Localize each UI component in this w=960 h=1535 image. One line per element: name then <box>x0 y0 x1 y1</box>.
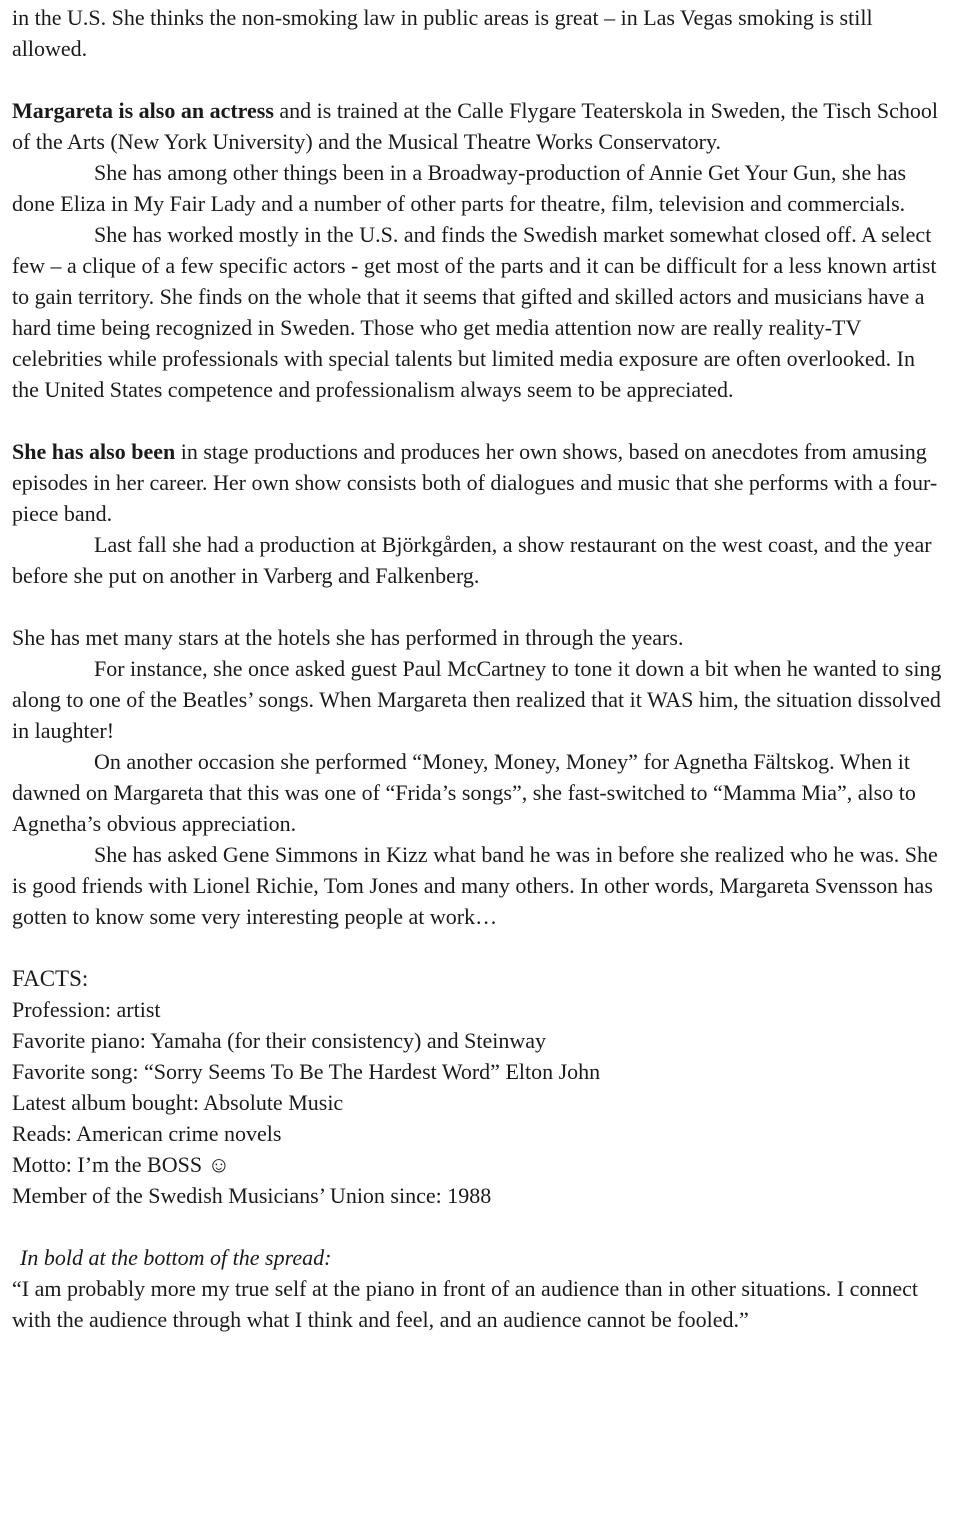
paragraph-gap <box>12 405 942 436</box>
fact-item: Motto: I’m the BOSS ☺ <box>12 1152 231 1177</box>
fact-item: Member of the Swedish Musicians’ Union since: 1988 <box>12 1183 492 1208</box>
worked-paragraph: She has worked mostly in the U.S. and finds the Swedish market somewhat closed off. A select few – a clique of a few specific actors - get most of the parts and it can be difficult for a less known artist to gain territory. She finds on the whole that it seems that gifted and skilled actors and musicians have a hard time being recognized in Sweden. Those who get media attention now are really reality-TV celebrities while professionals with special talents but limited media exposure are often overlooked. In the United States competence and professionalism always seem to be appreciated. <box>12 222 937 402</box>
stars-paragraph: She has met many stars at the hotels she has performed in through the years. <box>12 625 684 650</box>
agnetha-paragraph: On another occasion she performed “Money, Money, Money” for Agnetha Fältskog. When it dawned on Margareta that this was one of “Frida’s songs”, she fast-switched to “Mamma Mia”, also to Agnetha’s obvious appreciation. <box>12 749 916 836</box>
stage-lead: She has also been <box>12 439 176 464</box>
spread-section <box>12 1242 942 1335</box>
stage-paragraph <box>12 436 942 529</box>
fact-item: Latest album bought: Absolute Music <box>12 1090 344 1115</box>
actress-paragraph <box>12 95 942 157</box>
broadway-paragraph: She has among other things been in a Broadway-production of Annie Get Your Gun, she has done Eliza in My Fair Lady and a number of other parts for theatre, film, television and commercials. <box>12 160 907 216</box>
fact-item: Favorite song: “Sorry Seems To Be The Hardest Word” Elton John <box>12 1059 601 1084</box>
facts-section <box>12 963 942 1211</box>
paragraph-gap <box>12 932 942 963</box>
paragraph-gap <box>12 64 942 95</box>
fact-item: Reads: American crime novels <box>12 1121 282 1146</box>
facts-heading: FACTS: <box>12 966 89 991</box>
document-page <box>12 2 942 1335</box>
fact-item: Favorite piano: Yamaha (for their consistency) and Steinway <box>12 1028 546 1053</box>
simmons-paragraph: She has asked Gene Simmons in Kizz what band he was in before she realized who he was. She is good friends with Lionel Richie, Tom Jones and many others. In other words, Margareta Svensson has gotten to know some very interesting people at work… <box>12 842 938 929</box>
paragraph-gap <box>12 591 942 622</box>
spread-note: In bold at the bottom of the spread: <box>20 1245 332 1270</box>
stage-rest: in stage productions and produces her own shows, based on anecdotes from amusing episodes in her career. Her own show consists both of dialogues and music that she performs with a four-piece band. <box>12 439 938 526</box>
spread-quote: “I am probably more my true self at the piano in front of an audience than in other situations. I connect with the audience through what I think and feel, and an audience cannot be fooled.” <box>12 1276 918 1332</box>
intro-paragraph: in the U.S. She thinks the non-smoking law in public areas is great – in Las Vegas smoking is still allowed. <box>12 5 873 61</box>
actress-rest: and is trained at the Calle Flygare Teaterskola in Sweden, the Tisch School of the Arts (New York University) and the Musical Theatre Works Conservatory. <box>12 98 938 154</box>
paragraph-gap <box>12 1211 942 1242</box>
mccartney-paragraph: For instance, she once asked guest Paul McCartney to tone it down a bit when he wanted to sing along to one of the Beatles’ songs. When Margareta then realized that it WAS him, the situation dissolved in laughter! <box>12 656 942 743</box>
lastfall-paragraph: Last fall she had a production at Björkgården, a show restaurant on the west coast, and the year before she put on another in Varberg and Falkenberg. <box>12 532 932 588</box>
actress-lead: Margareta is also an actress <box>12 98 274 123</box>
fact-item: Profession: artist <box>12 997 161 1022</box>
